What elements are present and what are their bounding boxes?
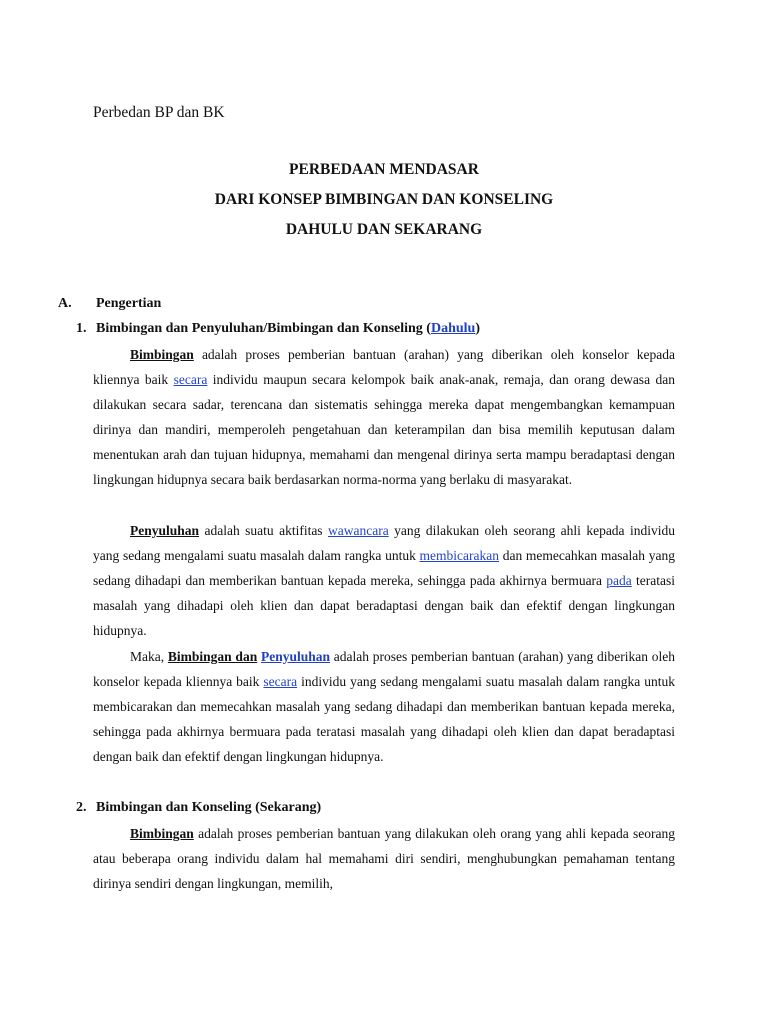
paragraph-text: adalah proses pemberian bantuan (arahan) yang diberikan oleh konselor kepada kliennya baik <box>93 347 675 388</box>
paragraph-text: teratasi masalah yang dihadapi oleh klien dan dapat beradaptasi dengan baik dan efektif dengan lingkungan hidupnya. <box>93 573 675 639</box>
subheading-number: 2. <box>76 800 87 815</box>
subheading-label: Bimbingan dan Konseling (Sekarang) <box>96 800 322 815</box>
paragraph-text: adalah suatu aktifitas <box>199 523 329 538</box>
subheading-number: 1. <box>76 321 87 336</box>
title-line-3: DAHULU DAN SEKARANG <box>285 221 483 238</box>
paragraph-text: individu yang sedang mengalami suatu masalah dalam rangka untuk membicarakan dan memecahkan masalah yang sedang dihadapi dan memberikan bantuan kepada mereka, sehingga pada akhirnya bermuara pada teratasi masalah yang dihadapi oleh klien dan dapat beradaptasi dengan baik dan efektif dengan lingkungan hidupnya. <box>93 674 675 765</box>
secara-link-2[interactable]: secara <box>263 674 298 690</box>
title-line-2: DARI KONSEP BIMBINGAN DAN KONSELING <box>214 191 554 208</box>
paragraph-text: individu maupun secara kelompok baik anak-anak, remaja, dan orang dewasa dan dilakukan secara sadar, terencana dan sistematis sehingga mereka dapat mengembangkan kemampuan dirinya dan mandiri, memperoleh pengetahuan dan keterampilan dan bisa memilih keputusan dalam menentukan arah dan tujuan hidupnya, memahami dan mengenal dirinya serta mampu beradaptasi dengan lingkungan hidupnya secara baik berdasarkan norma-norma yang berlaku di masyarakat. <box>93 372 675 488</box>
paragraph-text: adalah proses pemberian bantuan (arahan) yang diberikan oleh konselor kepada kliennya baik <box>93 649 676 690</box>
term-penyuluhan: Penyuluhan <box>130 523 200 538</box>
subheading-2 <box>76 800 321 816</box>
subheading-label: Bimbingan dan Penyuluhan/Bimbingan dan Konseling ( <box>96 321 431 336</box>
section-label: Pengertian <box>96 296 162 311</box>
subheading-close: ) <box>475 321 480 336</box>
paragraph-penyuluhan <box>93 518 675 643</box>
paragraph-bimbingan-sekarang <box>93 821 675 896</box>
wawancara-link[interactable]: wawancara <box>328 523 389 538</box>
document-heading: Perbedan BP dan BK <box>93 104 225 121</box>
paragraph-text: dan memecahkan masalah yang sedang dihadapi dan memberikan bantuan kepada mereka, sehingga pada akhirnya bermuara <box>93 548 675 589</box>
section-heading-a <box>58 296 161 312</box>
pada-link[interactable]: pada <box>606 573 632 589</box>
paragraph-text: adalah proses pemberian bantuan yang dilakukan oleh orang yang ahli kepada seorang atau beberapa orang individu dalam hal memahami diri sendiri, menghubungkan pemahaman tentang dirinya sendiri dengan lingkungan, memilih, <box>93 826 675 892</box>
title-line-1: PERBEDAAN MENDASAR <box>289 161 479 178</box>
section-number: A. <box>58 296 72 311</box>
document-title <box>0 155 768 245</box>
paragraph-bimbingan-dahulu <box>93 342 675 493</box>
term-bimbingan: Bimbingan <box>130 347 194 362</box>
term-bimbingan-2: Bimbingan <box>130 826 194 841</box>
dahulu-link[interactable]: Dahulu <box>430 321 476 336</box>
paragraph-text: yang dilakukan oleh seorang ahli kepada individu yang sedang mengalami suatu masalah dalam rangka untuk <box>93 523 675 564</box>
term-bimbingan-dan: Bimbingan dan <box>167 649 258 664</box>
penyuluhan-link[interactable]: Penyuluhan <box>260 649 331 664</box>
secara-link[interactable]: secara <box>173 372 208 388</box>
paragraph-bimbingan-penyuluhan <box>93 644 675 769</box>
membicarakan-link[interactable]: membicarakan <box>419 548 499 564</box>
subheading-1 <box>76 321 480 337</box>
paragraph-text: Maka, <box>130 649 168 664</box>
